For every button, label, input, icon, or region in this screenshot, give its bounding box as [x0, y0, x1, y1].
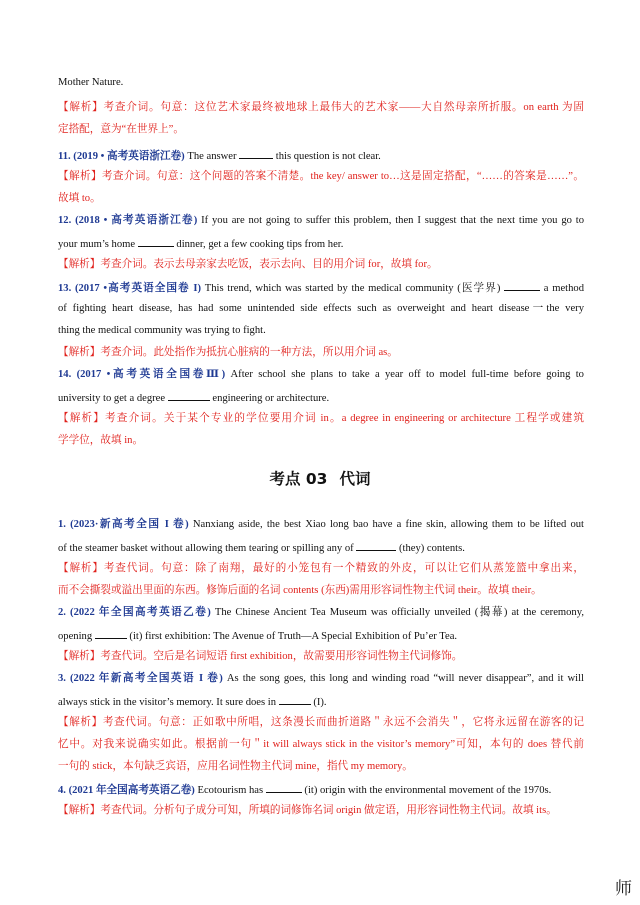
q14-answer-blank [168, 390, 210, 401]
p1-text-line1: Nanxiang aside, the best Xiao long bao have a fine skin, allowing them to be lifted out [188, 519, 584, 530]
q11-text-pre: The answer [184, 151, 240, 162]
q12-text-pre: your mum’s home [58, 239, 138, 250]
q11-source-tag: 11. (2019 • 高考英语浙江卷) [58, 151, 185, 162]
q12-text-post: dinner, get a few cooking tips from her. [173, 239, 344, 250]
p3-analysis-line3: 一句的 stick，本句缺乏宾语，应用名词性物主代词 mine，指代 my memory。 [58, 761, 413, 772]
question-11 [58, 148, 584, 164]
question-p1-line1 [58, 518, 584, 532]
p3-text-pre: always stick in the visitor’s memory. It sure does in [58, 697, 279, 708]
q11-text-post: this question is not clear. [273, 151, 381, 162]
p2-text-pre: opening [58, 631, 95, 642]
q13-analysis: 【解析】考查介词。此处指作为抵抗心脏病的一种方法，所以用介词 as。 [58, 347, 398, 358]
q12-answer-blank [138, 236, 174, 247]
q13-text-pre: This trend, which was started by the medical community (医学界) [201, 283, 505, 294]
p4-answer-blank [266, 782, 302, 793]
q13-answer-blank [504, 280, 540, 291]
question-12-line2 [58, 236, 584, 252]
p3-answer-blank [279, 694, 311, 705]
question-p2-line1 [58, 606, 584, 620]
q14-analysis-line2: 学学位，故填 in。 [58, 435, 144, 446]
p3-analysis-line1: 【解析】考查代词。句意：正如歌中所唱，这条漫长而曲折道路＂永远不会消失＂，它将永远留在游客的记 [58, 717, 584, 728]
q14-source-tag: 14. (2017 •高考英语全国卷Ⅲ) [58, 369, 226, 380]
q11-analysis-line1: 【解析】考查介词。句意：这个问题的答案不清楚。the key/ answer to…这是固定搭配，“……的答案是……”。 [58, 171, 584, 182]
question-p3-line1 [58, 672, 584, 686]
question-p2-line2 [58, 628, 584, 644]
section-topic-label: 代词 [339, 470, 371, 488]
question-p4-line1 [58, 782, 584, 798]
q10-analysis-line1: 【解析】考查介词。句意：这位艺术家最终被地球上最伟大的艺术家——大自然母亲所折服。on earth 为固 [58, 102, 584, 113]
q10-analysis-line2: 定搭配，意为“在世界上”。 [58, 124, 184, 135]
question-13-line1 [58, 280, 584, 296]
question-12-line1 [58, 214, 584, 228]
question-13-line2: of fighting heart disease, has had some unintended side effects such as overweight and heart disease一the very [58, 303, 584, 314]
question-14-line1 [58, 368, 584, 382]
q14-analysis-line1: 【解析】考查介词。关于某个专业的学位要用介词 in。a degree in engineering or architecture 工程学或建筑 [58, 413, 584, 424]
question-p3-line2 [58, 694, 584, 710]
q13-text-post: a method [540, 283, 584, 294]
q12-text-line1: If you are not going to suffer this problem, then I suggest that the next time you go to [197, 215, 585, 226]
p1-text-pre: of the steamer basket without allowing them tearing or spilling any of [58, 543, 357, 554]
q12-analysis: 【解析】考查介词。表示去母亲家去吃饭，表示去向、目的用介词 for，故填 for。 [58, 259, 438, 270]
p1-answer-blank [356, 540, 396, 551]
p4-text-post: (it) origin with the environmental movement of the 1970s. [301, 785, 552, 796]
p1-source-tag: 1. (2023·新高考全国 I 卷) [58, 519, 189, 530]
p4-text-pre: Ecotourism has [194, 785, 266, 796]
question-13-line3: thing the medical community was trying to fight. [58, 325, 266, 336]
corner-watermark-char: 师 [615, 879, 632, 899]
p3-text-line1: As the song goes, this long and winding road “will never disappear”, and it will [222, 673, 585, 684]
q13-source-tag: 13. (2017 •高考英语全国卷 I) [58, 283, 202, 294]
p2-text-post: (it) first exhibition: The Avenue of Truth—A Special Exhibition of Pu’er Tea. [126, 631, 458, 642]
p4-analysis: 【解析】考查代词。分析句子成分可知，所填的词修饰名词 origin 做定语，用形容词性物主代词。故填 its。 [58, 805, 557, 816]
p2-analysis: 【解析】考查代词。空后是名词短语 first exhibition，故需要用形容词性物主代词修饰。 [58, 651, 463, 662]
p4-source-tag: 4. (2021 年全国高考英语乙卷) [58, 785, 195, 796]
q11-answer-blank [239, 148, 273, 159]
q12-source-tag: 12. (2018 • 高考英语浙江卷) [58, 215, 198, 226]
p2-source-tag: 2. (2022 年全国高考英语乙卷) [58, 607, 211, 618]
p1-analysis-line2: 而不会撕裂或溢出里面的东西。修饰后面的名词 contents (东西)需用形容词性物主代词 their。故填 their。 [58, 585, 542, 596]
p2-answer-blank [95, 628, 127, 639]
question-14-line2 [58, 390, 584, 406]
p1-text-post: (they) contents. [396, 543, 465, 554]
section-title [0, 467, 640, 489]
q14-text-pre: university to get a degree [58, 393, 168, 404]
p1-analysis-line1: 【解析】考查代词。句意：除了南翔，最好的小笼包有一个精致的外皮，可以让它们从蒸笼篮中拿出来， [58, 563, 584, 574]
p3-source-tag: 3. (2022 年新高考全国英语 I 卷) [58, 673, 223, 684]
q14-text-post: engineering or architecture. [209, 393, 330, 404]
p3-analysis-line2: 忆中。对我来说确实如此。根据前一句＂it will always stick in the visitor’s memory”可知，本句的 does 替代前 [58, 739, 584, 750]
q11-analysis-line2: 故填 to。 [58, 193, 101, 204]
section-point-label: 考点 03 [269, 470, 328, 488]
p3-text-post: (I). [310, 697, 327, 708]
q14-text-line1: After school she plans to take a year off to model full-time before going to [225, 369, 584, 380]
question-p1-line2 [58, 540, 584, 556]
p2-text-line1: The Chinese Ancient Tea Museum was officially unveiled (揭幕) at the ceremony, [210, 607, 584, 618]
q10-tail: Mother Nature. [58, 77, 124, 88]
